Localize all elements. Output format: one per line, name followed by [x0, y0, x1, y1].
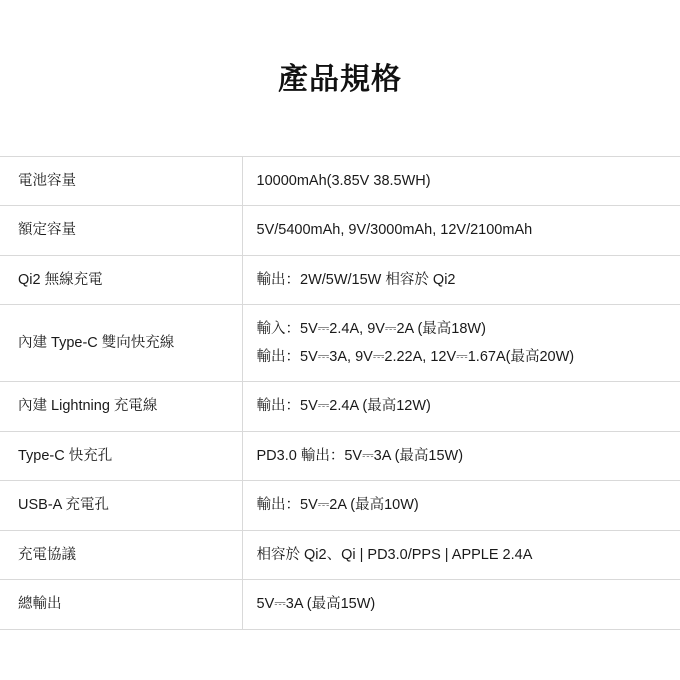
table-row: [0, 431, 680, 480]
spec-label: Qi2 無線充電: [0, 255, 242, 304]
spec-value-line: 輸出：5V⎓2.4A (最高12W): [256, 398, 431, 415]
specification-table-body: [0, 157, 680, 630]
table-row: [0, 382, 680, 431]
page-title: 產品規格: [278, 63, 402, 96]
spec-label: 額定容量: [0, 206, 242, 255]
spec-value: [242, 530, 680, 579]
spec-label: USB-A 充電孔: [0, 481, 242, 530]
spec-value-line: 輸出：5V⎓3A, 9V⎓2.22A, 12V⎓1.67A(最高20W): [256, 348, 575, 365]
table-row: [0, 305, 680, 382]
table-row: [0, 157, 680, 206]
spec-value: [242, 157, 680, 206]
table-row: [0, 255, 680, 304]
table-row: [0, 206, 680, 255]
spec-value: [242, 481, 680, 530]
spec-value-line: PD3.0 輸出：5V⎓3A (最高15W): [256, 447, 464, 464]
spec-value-line: 輸出：2W/5W/15W 相容於 Qi2: [256, 271, 456, 288]
spec-label: Type-C 快充孔: [0, 431, 242, 480]
spec-value-line: 輸入：5V⎓2.4A, 9V⎓2A (最高18W): [256, 321, 486, 338]
spec-value-line: 相容於 Qi2、Qi | PD3.0/PPS | APPLE 2.4A: [256, 546, 533, 563]
spec-label: 內建 Lightning 充電線: [0, 382, 242, 431]
spec-value-line: 5V/5400mAh, 9V/3000mAh, 12V/2100mAh: [256, 222, 533, 239]
spec-label: 充電協議: [0, 530, 242, 579]
table-row: [0, 530, 680, 579]
spec-label: 總輸出: [0, 580, 242, 629]
spec-value-line: 5V⎓3A (最高15W): [256, 596, 376, 613]
specification-table: [0, 156, 680, 630]
spec-value: [242, 382, 680, 431]
spec-label: 內建 Type-C 雙向快充線: [0, 305, 242, 382]
spec-value-line: 10000mAh(3.85V 38.5WH): [256, 173, 431, 189]
spec-value: [242, 255, 680, 304]
table-row: [0, 481, 680, 530]
spec-value-line: 輸出：5V⎓2A (最高10W): [256, 497, 419, 514]
spec-label: 電池容量: [0, 157, 242, 206]
spec-value: [242, 305, 680, 382]
spec-value: [242, 206, 680, 255]
spec-value: [242, 431, 680, 480]
table-row: [0, 580, 680, 629]
spec-value: [242, 580, 680, 629]
